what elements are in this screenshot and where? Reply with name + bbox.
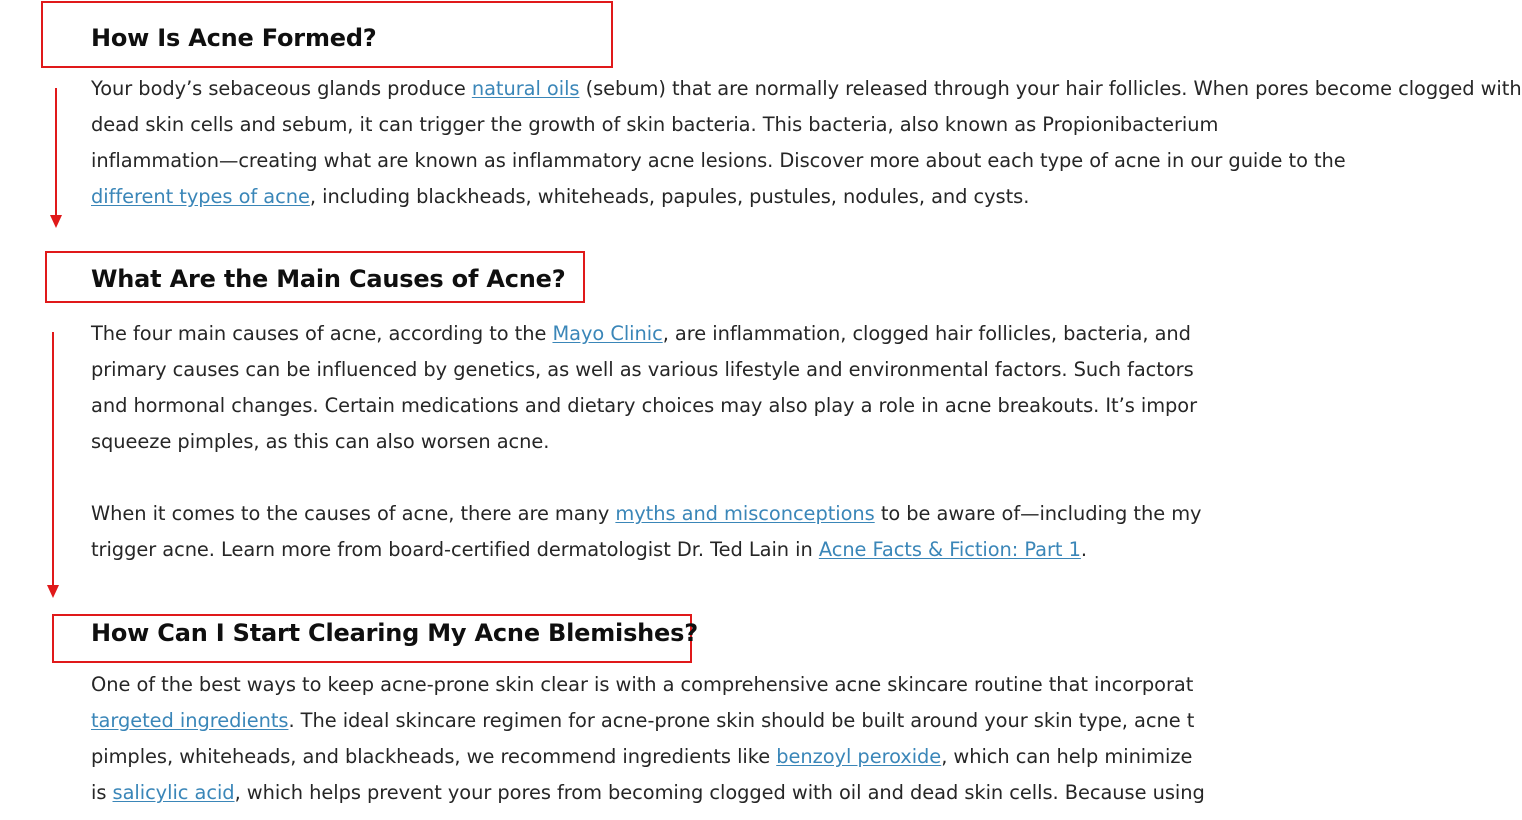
inline-link-mayo-clinic[interactable]: Mayo Clinic: [552, 322, 663, 345]
text-run: , are inflammation, clogged hair follicles, bacteria, and: [662, 322, 1191, 345]
text-run: , which helps prevent your pores from becoming clogged with oil and dead skin cells. Because using: [234, 781, 1205, 804]
inline-link-different-types-of-acne[interactable]: different types of acne: [91, 185, 310, 208]
section-heading-acne-formed: How Is Acne Formed?: [91, 24, 377, 52]
text-run: dead skin cells and sebum, it can trigger the growth of skin bacteria. This bacteria, also known as Propionibacterium: [91, 113, 1219, 136]
paragraph-line: [91, 71, 1522, 107]
inline-link-salicylic-acid[interactable]: salicylic acid: [112, 781, 235, 804]
paragraph-line: [91, 739, 1391, 775]
text-run: is: [91, 781, 113, 804]
paragraph-line: [91, 775, 1391, 811]
paragraph-line: [91, 316, 1391, 352]
paragraph-line: [91, 532, 1391, 568]
text-run: .: [1080, 538, 1088, 561]
paragraph-acne-formed: [91, 71, 1522, 215]
text-run: primary causes can be influenced by genetics, as well as various lifestyle and environmental factors. Such factors: [91, 358, 1194, 381]
inline-link-targeted-ingredients[interactable]: targeted ingredients: [91, 709, 289, 732]
text-run: The four main causes of acne, according to the: [91, 322, 553, 345]
paragraph-line: [91, 703, 1391, 739]
text-run: inflammation—creating what are known as inflammatory acne lesions. Discover more about each type of acne in our guide to the: [91, 149, 1346, 172]
paragraph-line: [91, 496, 1391, 532]
paragraph-line: [91, 388, 1391, 424]
text-run: trigger acne. Learn more from board-certified dermatologist Dr. Ted Lain in: [91, 538, 819, 561]
text-run: and hormonal changes. Certain medications and dietary choices may also play a role in acne breakouts. It’s impor: [91, 394, 1198, 417]
paragraph-clearing-routine: [91, 667, 1391, 811]
text-run: . The ideal skincare regimen for acne-prone skin should be built around your skin type, acne t: [288, 709, 1195, 732]
down-arrow-icon: [45, 332, 61, 600]
text-run: (sebum) that are normally released through your hair follicles. When pores become clogged with: [579, 77, 1522, 100]
inline-link-benzoyl-peroxide[interactable]: benzoyl peroxide: [776, 745, 942, 768]
inline-link-natural-oils[interactable]: natural oils: [471, 77, 580, 100]
inline-link-acne-facts-fiction-part-1[interactable]: Acne Facts & Fiction: Part 1: [818, 538, 1081, 561]
paragraph-acne-myths: [91, 496, 1391, 568]
paragraph-line: [91, 352, 1391, 388]
text-run: squeeze pimples, as this can also worsen acne.: [91, 430, 550, 453]
text-run: , including blackheads, whiteheads, papules, pustules, nodules, and cysts.: [309, 185, 1030, 208]
text-run: One of the best ways to keep acne-prone skin clear is with a comprehensive acne skincare routine that incorporat: [91, 673, 1194, 696]
text-run: When it comes to the causes of acne, there are many: [91, 502, 616, 525]
paragraph-acne-causes: [91, 316, 1391, 460]
inline-link-myths-and-misconceptions[interactable]: myths and misconceptions: [615, 502, 875, 525]
paragraph-line: [91, 107, 1391, 143]
text-run: Your body’s sebaceous glands produce: [91, 77, 472, 100]
section-heading-clearing-blemishes: How Can I Start Clearing My Acne Blemishes?: [91, 619, 698, 647]
paragraph-line: [91, 143, 1391, 179]
paragraph-line: [91, 667, 1391, 703]
text-run: pimples, whiteheads, and blackheads, we recommend ingredients like: [91, 745, 777, 768]
down-arrow-icon: [48, 88, 64, 230]
paragraph-line: [91, 424, 1391, 460]
section-heading-acne-causes: What Are the Main Causes of Acne?: [91, 265, 566, 293]
text-run: to be aware of—including the my: [874, 502, 1202, 525]
text-run: , which can help minimize: [941, 745, 1193, 768]
paragraph-line: [91, 179, 1391, 215]
